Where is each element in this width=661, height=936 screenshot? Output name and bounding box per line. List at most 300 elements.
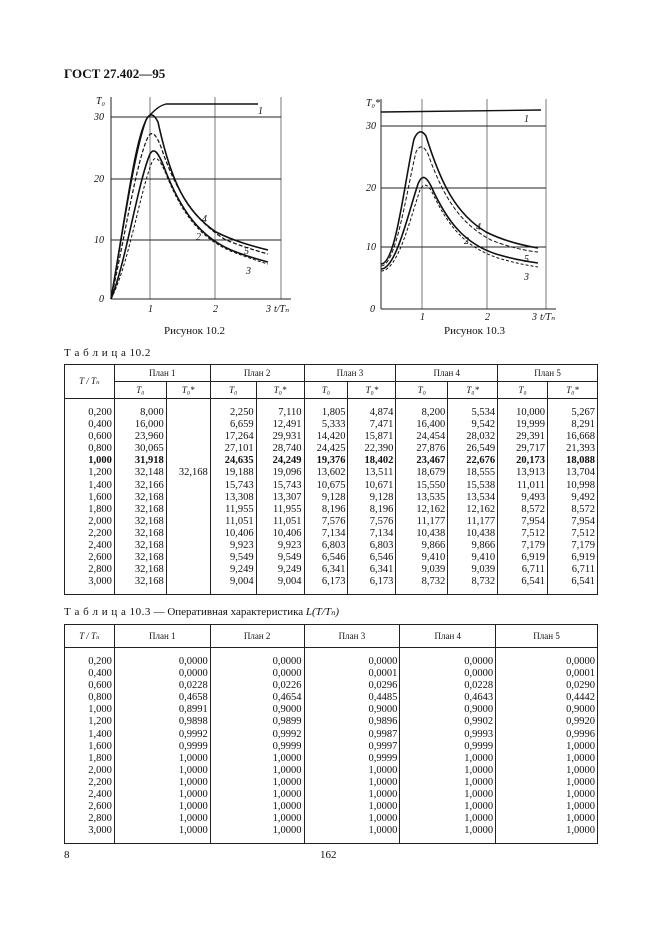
curve-label: 2 [464, 236, 469, 247]
table-cell: 9,923 [256, 540, 304, 552]
table-row [65, 540, 598, 552]
curve-label: 1 [524, 114, 529, 125]
table-cell: 18,088 [548, 455, 598, 467]
table-cell: 0,9000 [304, 704, 400, 716]
table-cell: 1,200 [65, 716, 115, 728]
table-row [65, 419, 598, 431]
table-cell: 0,0000 [400, 656, 496, 668]
table-cell: 29,391 [498, 431, 548, 443]
table-cell [166, 504, 210, 516]
table-cell: 1,000 [65, 704, 115, 716]
table-cell: 2,200 [65, 528, 115, 540]
table-cell: 32,168 [114, 528, 166, 540]
table-row [65, 552, 598, 564]
table-cell: 6,546 [348, 552, 396, 564]
table-cell: 23,467 [396, 455, 448, 467]
subheader: T₀ [114, 382, 166, 399]
table-10-2 [64, 364, 598, 595]
table-cell: 6,919 [548, 552, 598, 564]
table-cell: 6,711 [548, 564, 598, 576]
table-cell [166, 528, 210, 540]
table-row [65, 765, 598, 777]
table-cell: 0,9000 [400, 704, 496, 716]
subheader: T₀ [396, 382, 448, 399]
table-cell: 16,000 [114, 419, 166, 431]
table-cell: 5,267 [548, 407, 598, 419]
table-cell: 24,249 [256, 455, 304, 467]
table-row [65, 431, 598, 443]
table-cell: 8,732 [448, 576, 498, 588]
curve-label: 5 [244, 246, 249, 257]
table-cell: 1,0000 [210, 753, 304, 765]
table-cell [166, 552, 210, 564]
y-axis-label: T₀* [366, 98, 381, 109]
table-cell: 0,9000 [496, 704, 598, 716]
table-cell: 0,800 [65, 443, 115, 455]
table-cell: 10,406 [210, 528, 256, 540]
table-cell: 9,493 [498, 492, 548, 504]
table-cell: 1,0000 [496, 765, 598, 777]
table-cell: 13,602 [304, 467, 348, 479]
x-tick: 2 [485, 312, 490, 322]
table-cell: 10,671 [348, 480, 396, 492]
table-cell: 5,333 [304, 419, 348, 431]
column-header: План 2 [210, 365, 304, 382]
column-header: T / Tₙ [65, 365, 115, 399]
table-cell: 0,0000 [496, 656, 598, 668]
table-cell: 9,249 [256, 564, 304, 576]
table-cell: 12,162 [448, 504, 498, 516]
table-cell: 1,0000 [496, 777, 598, 789]
table-cell: 4,874 [348, 407, 396, 419]
table-cell: 2,800 [65, 813, 115, 825]
table-cell: 0,0000 [210, 656, 304, 668]
table-row [65, 741, 598, 753]
table-cell: 9,542 [448, 419, 498, 431]
table-cell [166, 431, 210, 443]
table-row [65, 716, 598, 728]
x-tick: 3 [532, 312, 537, 322]
table-cell: 12,162 [396, 504, 448, 516]
table-cell: 3,000 [65, 825, 115, 837]
table-cell: 8,572 [498, 504, 548, 516]
table-cell: 0,9920 [496, 716, 598, 728]
table-row [65, 656, 598, 668]
column-header: План 2 [210, 625, 304, 648]
table-cell: 0,9992 [210, 729, 304, 741]
table-cell: 9,549 [256, 552, 304, 564]
table-cell: 15,743 [210, 480, 256, 492]
table-cell: 6,173 [348, 576, 396, 588]
table-cell: 11,051 [210, 516, 256, 528]
table-cell: 0,9898 [114, 716, 210, 728]
table-cell: 1,0000 [304, 801, 400, 813]
table-cell: 16,400 [396, 419, 448, 431]
table-cell: 0,4643 [400, 692, 496, 704]
table-cell: 0,9996 [496, 729, 598, 741]
table-cell: 1,000 [65, 455, 115, 467]
table-cell: 0,9899 [210, 716, 304, 728]
table-cell [166, 516, 210, 528]
table-cell: 11,177 [448, 516, 498, 528]
table-cell: 22,676 [448, 455, 498, 467]
table-cell [166, 419, 210, 431]
table-cell: 13,535 [396, 492, 448, 504]
table-cell: 24,454 [396, 431, 448, 443]
table-row [65, 407, 598, 419]
figure-10-2-caption: Рисунок 10.2 [164, 325, 225, 337]
table-cell: 1,0000 [114, 789, 210, 801]
table-cell: 15,871 [348, 431, 396, 443]
table-cell: 9,410 [448, 552, 498, 564]
table-cell: 6,919 [498, 552, 548, 564]
table-cell: 10,998 [548, 480, 598, 492]
table-cell: 2,600 [65, 801, 115, 813]
table-cell: 1,200 [65, 467, 115, 479]
table-cell: 15,550 [396, 480, 448, 492]
table-cell: 0,4442 [496, 692, 598, 704]
x-tick: 1 [420, 312, 425, 322]
y-tick: 0 [370, 304, 375, 315]
table-cell: 1,0000 [496, 801, 598, 813]
subheader: T₀* [166, 382, 210, 399]
curve-label: 1 [258, 106, 263, 117]
table-cell: 11,011 [498, 480, 548, 492]
table-cell: 0,800 [65, 692, 115, 704]
table-cell: 7,134 [348, 528, 396, 540]
table-cell: 9,866 [396, 540, 448, 552]
table-cell: 1,400 [65, 729, 115, 741]
y-tick: 10 [94, 235, 104, 246]
table-cell: 0,600 [65, 431, 115, 443]
table-cell: 7,471 [348, 419, 396, 431]
table-cell: 0,0290 [496, 680, 598, 692]
table-cell [166, 576, 210, 588]
table-cell: 24,425 [304, 443, 348, 455]
table-cell: 1,0000 [210, 801, 304, 813]
table-cell: 0,0226 [210, 680, 304, 692]
table-cell: 24,635 [210, 455, 256, 467]
table-row [65, 516, 598, 528]
table-cell: 13,534 [448, 492, 498, 504]
table-cell: 32,168 [114, 564, 166, 576]
table-cell: 9,004 [256, 576, 304, 588]
table-cell: 1,805 [304, 407, 348, 419]
table-cell: 0,9000 [210, 704, 304, 716]
table-cell: 27,876 [396, 443, 448, 455]
y-axis-label: T₀ [96, 96, 106, 107]
table-cell: 2,600 [65, 552, 115, 564]
column-header: План 1 [114, 625, 210, 648]
table-cell: 1,0000 [114, 777, 210, 789]
y-tick: 30 [366, 121, 376, 132]
column-header: План 5 [496, 625, 598, 648]
table-cell: 10,000 [498, 407, 548, 419]
x-tick: 1 [148, 304, 153, 315]
table-cell: 6,803 [304, 540, 348, 552]
table-cell: 0,0001 [496, 668, 598, 680]
table-cell: 19,999 [498, 419, 548, 431]
table-cell: 1,0000 [400, 825, 496, 837]
table-cell: 1,0000 [114, 813, 210, 825]
table-cell: 10,438 [448, 528, 498, 540]
table-cell: 2,000 [65, 516, 115, 528]
table-cell: 7,134 [304, 528, 348, 540]
table-cell: 1,0000 [400, 813, 496, 825]
table-cell: 15,743 [256, 480, 304, 492]
table-cell: 1,0000 [210, 789, 304, 801]
table-cell: 9,039 [448, 564, 498, 576]
table-cell: 0,0001 [304, 668, 400, 680]
table-cell: 1,0000 [114, 753, 210, 765]
table-cell: 0,9896 [304, 716, 400, 728]
table-cell: 1,0000 [400, 765, 496, 777]
table-cell: 19,096 [256, 467, 304, 479]
table-cell: 0,0000 [400, 668, 496, 680]
table-cell: 1,0000 [304, 777, 400, 789]
table-row [65, 692, 598, 704]
table-cell: 1,400 [65, 480, 115, 492]
table-cell: 32,168 [114, 516, 166, 528]
y-tick: 10 [366, 242, 376, 253]
caption-label: Т а б л и ц а 10.3 [64, 606, 151, 618]
table-cell: 32,166 [114, 480, 166, 492]
y-tick: 0 [99, 294, 104, 305]
table-row [65, 492, 598, 504]
table-cell: 2,800 [65, 564, 115, 576]
table-cell: 7,512 [548, 528, 598, 540]
table-cell: 0,0000 [114, 656, 210, 668]
table-cell: 28,032 [448, 431, 498, 443]
table-cell: 0,4658 [114, 692, 210, 704]
table-cell: 32,168 [166, 467, 210, 479]
table-cell: 32,168 [114, 576, 166, 588]
table-cell: 32,168 [114, 540, 166, 552]
table-cell: 9,128 [304, 492, 348, 504]
table-10-2-caption: Т а б л и ц а 10.2 [64, 347, 151, 359]
table-cell: 13,307 [256, 492, 304, 504]
table-cell: 28,740 [256, 443, 304, 455]
table-cell: 0,9999 [210, 741, 304, 753]
document-header: ГОСТ 27.402—95 [64, 66, 166, 81]
column-header: План 5 [498, 365, 598, 382]
table-cell: 8,196 [348, 504, 396, 516]
table-cell: 32,168 [114, 552, 166, 564]
table-cell: 15,538 [448, 480, 498, 492]
table-cell: 0,9999 [304, 753, 400, 765]
table-cell: 18,402 [348, 455, 396, 467]
table-cell [166, 540, 210, 552]
table-cell: 2,250 [210, 407, 256, 419]
table-cell: 16,668 [548, 431, 598, 443]
figure-10-3 [356, 94, 566, 322]
table-cell: 11,177 [396, 516, 448, 528]
table-cell: 0,0000 [114, 668, 210, 680]
table-cell: 11,955 [256, 504, 304, 516]
table-cell: 8,732 [396, 576, 448, 588]
table-row [65, 467, 598, 479]
table-cell: 1,0000 [304, 765, 400, 777]
table-cell: 23,960 [114, 431, 166, 443]
table-cell: 1,0000 [400, 777, 496, 789]
table-cell: 0,0000 [210, 668, 304, 680]
table-cell: 8,196 [304, 504, 348, 516]
table-cell: 9,004 [210, 576, 256, 588]
table-cell [166, 480, 210, 492]
table-row [65, 753, 598, 765]
table-cell: 17,264 [210, 431, 256, 443]
table-cell: 9,492 [548, 492, 598, 504]
table-cell: 29,931 [256, 431, 304, 443]
table-cell: 21,393 [548, 443, 598, 455]
table-cell [166, 564, 210, 576]
table-row [65, 801, 598, 813]
table-cell: 1,0000 [304, 789, 400, 801]
table-cell: 13,308 [210, 492, 256, 504]
table-cell: 6,541 [498, 576, 548, 588]
table-cell: 0,200 [65, 407, 115, 419]
table-cell: 13,704 [548, 467, 598, 479]
table-cell: 14,420 [304, 431, 348, 443]
table-cell: 20,173 [498, 455, 548, 467]
table-cell: 1,0000 [304, 825, 400, 837]
table-cell: 0,9999 [400, 741, 496, 753]
y-tick: 20 [366, 183, 376, 194]
table-cell: 11,051 [256, 516, 304, 528]
curve-label: 4 [476, 222, 481, 233]
column-header: План 4 [400, 625, 496, 648]
table-cell: 0,0296 [304, 680, 400, 692]
table-cell: 7,512 [498, 528, 548, 540]
table-cell: 0,0000 [304, 656, 400, 668]
table-cell: 5,534 [448, 407, 498, 419]
table-row [65, 455, 598, 467]
table-10-3-caption [64, 605, 339, 618]
table-cell: 1,0000 [400, 753, 496, 765]
table-cell: 19,376 [304, 455, 348, 467]
table-cell: 9,128 [348, 492, 396, 504]
table-cell: 1,600 [65, 741, 115, 753]
table-cell: 8,572 [548, 504, 598, 516]
subheader: T₀ [210, 382, 256, 399]
table-cell: 1,0000 [400, 789, 496, 801]
table-cell [166, 455, 210, 467]
table-cell: 0,4485 [304, 692, 400, 704]
table-cell: 0,0228 [400, 680, 496, 692]
table-cell: 1,0000 [496, 813, 598, 825]
table-cell: 31,918 [114, 455, 166, 467]
table-cell: 1,0000 [496, 753, 598, 765]
table-cell: 19,188 [210, 467, 256, 479]
figure-10-2 [86, 92, 298, 320]
curve-label: 3 [524, 272, 529, 283]
table-cell: 7,954 [498, 516, 548, 528]
table-cell: 32,168 [114, 492, 166, 504]
table-row [65, 813, 598, 825]
table-cell: 32,148 [114, 467, 166, 479]
table-cell: 26,549 [448, 443, 498, 455]
table-cell: 8,200 [396, 407, 448, 419]
y-tick: 30 [94, 112, 104, 123]
table-cell: 1,0000 [496, 789, 598, 801]
table-cell: 0,200 [65, 656, 115, 668]
x-tick: 2 [213, 304, 218, 315]
table-cell: 32,168 [114, 504, 166, 516]
table-row [65, 777, 598, 789]
x-tick: 3 [266, 304, 271, 315]
table-cell: 0,8991 [114, 704, 210, 716]
table-cell: 7,576 [348, 516, 396, 528]
table-cell: 9,923 [210, 540, 256, 552]
table-cell: 1,0000 [496, 741, 598, 753]
table-cell: 1,0000 [114, 801, 210, 813]
table-cell: 0,9992 [114, 729, 210, 741]
table-cell: 9,549 [210, 552, 256, 564]
table-cell: 30,065 [114, 443, 166, 455]
table-cell: 0,9993 [400, 729, 496, 741]
table-cell: 2,400 [65, 540, 115, 552]
table-cell: 22,390 [348, 443, 396, 455]
x-axis-label: t/Tₙ [274, 304, 290, 315]
subheader: T₀* [256, 382, 304, 399]
table-cell: 1,0000 [304, 813, 400, 825]
table-cell: 6,341 [304, 564, 348, 576]
column-header: План 3 [304, 625, 400, 648]
table-cell: 1,0000 [496, 825, 598, 837]
table-row [65, 668, 598, 680]
table-cell: 13,511 [348, 467, 396, 479]
table-cell: 0,9997 [304, 741, 400, 753]
table-10-3 [64, 624, 598, 844]
table-cell: 9,249 [210, 564, 256, 576]
page-number-left: 8 [64, 849, 70, 861]
table-cell: 6,541 [548, 576, 598, 588]
figure-10-3-caption: Рисунок 10.3 [444, 325, 505, 337]
table-cell: 0,600 [65, 680, 115, 692]
table-cell: 6,546 [304, 552, 348, 564]
table-cell: 6,803 [348, 540, 396, 552]
caption-text: — Оперативная характеристика [150, 606, 306, 618]
table-cell [166, 407, 210, 419]
subheader: T₀ [498, 382, 548, 399]
table-row [65, 443, 598, 455]
column-header: План 1 [114, 365, 210, 382]
table-cell: 6,341 [348, 564, 396, 576]
table-cell: 7,954 [548, 516, 598, 528]
table-cell: 2,200 [65, 777, 115, 789]
table-cell: 18,679 [396, 467, 448, 479]
table-cell: 0,400 [65, 668, 115, 680]
column-header: План 3 [304, 365, 396, 382]
subheader: T₀* [348, 382, 396, 399]
table-cell: 0,0228 [114, 680, 210, 692]
table-cell [166, 443, 210, 455]
table-row [65, 504, 598, 516]
table-cell: 1,800 [65, 753, 115, 765]
subheader: T₀* [448, 382, 498, 399]
table-cell: 7,576 [304, 516, 348, 528]
table-cell: 1,0000 [210, 813, 304, 825]
table-cell: 1,600 [65, 492, 115, 504]
curve-label: 3 [246, 266, 251, 277]
table-cell: 2,000 [65, 765, 115, 777]
table-row [65, 528, 598, 540]
table-row [65, 729, 598, 741]
table-cell: 9,410 [396, 552, 448, 564]
table-cell: 11,955 [210, 504, 256, 516]
table-row [65, 704, 598, 716]
table-cell: 10,406 [256, 528, 304, 540]
